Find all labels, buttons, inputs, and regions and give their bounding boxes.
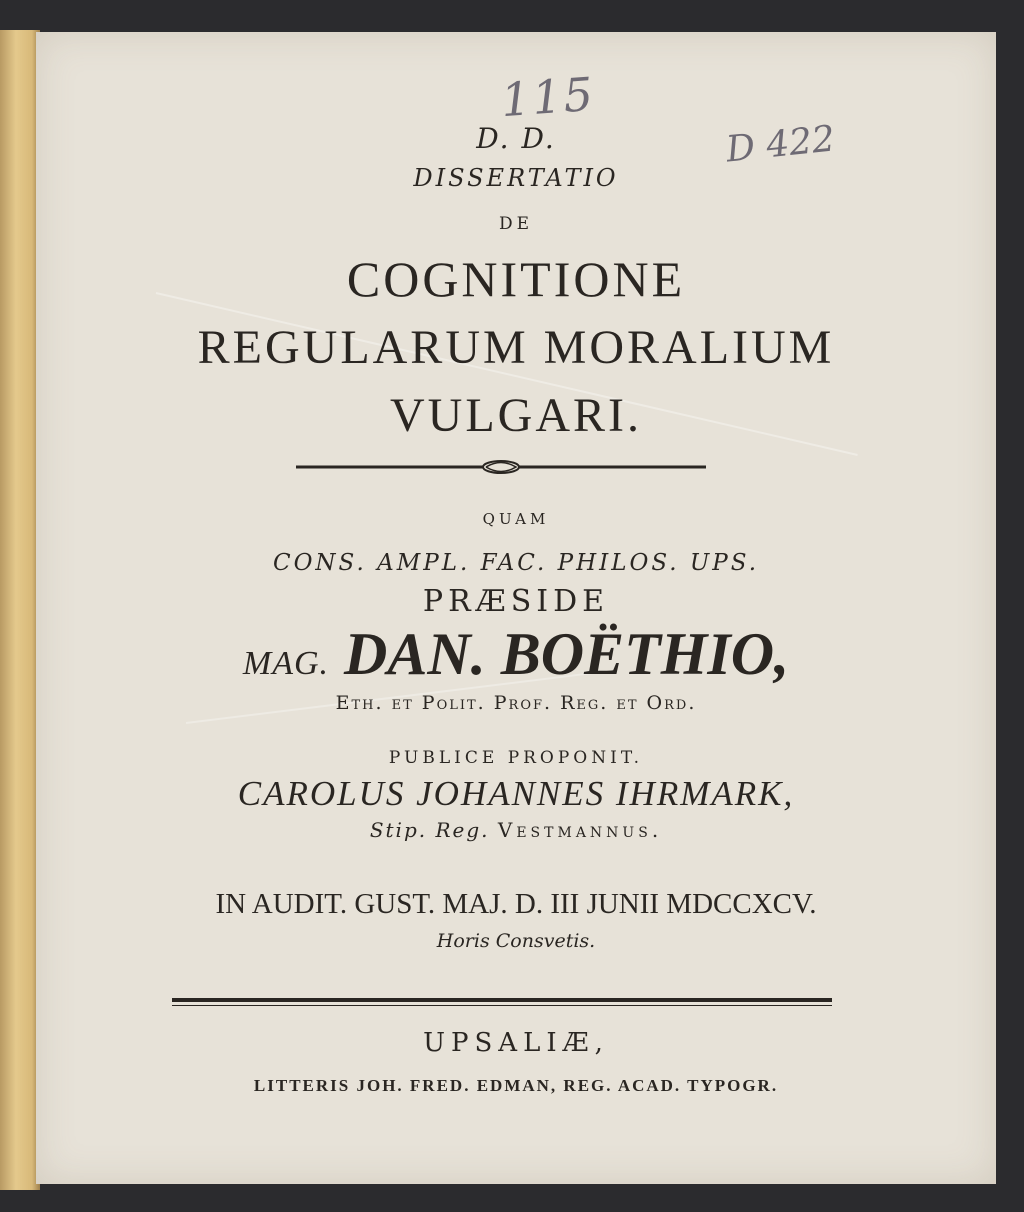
title-line-3: VULGARI. <box>390 389 642 442</box>
natio-label: Vestmannus. <box>497 818 663 842</box>
handwritten-shelf-number: 115 <box>499 66 597 128</box>
respondent-name: CAROLUS JOHANNES IHRMARK, <box>237 774 795 813</box>
horis-line: Horis Consvetis. <box>436 930 596 952</box>
title-page <box>36 32 996 1184</box>
divider-rule <box>172 998 832 1002</box>
book-spine <box>0 30 40 1190</box>
title-line-1: COGNITIONE <box>346 251 686 307</box>
respondent-origin <box>36 818 996 842</box>
de-label: DE <box>498 214 534 234</box>
mag-prefix: MAG. <box>242 645 330 682</box>
praeses-title: Eth. et Polit. Prof. Reg. et Ord. <box>335 692 697 714</box>
divider-rule-thin <box>172 1005 832 1006</box>
faculty-line: CONS. AMPL. FAC. PHILOS. UPS. <box>272 550 760 576</box>
quam-label: QUAM <box>482 510 550 528</box>
praeses-line <box>36 620 996 689</box>
handwritten-catalog-mark: D 422 <box>724 118 837 171</box>
printer-line: LITTERIS JOH. FRED. EDMAN, REG. ACAD. TYPOGR. <box>253 1076 779 1095</box>
dd-heading: D. D. <box>476 122 556 155</box>
title-line-2: REGULARUM MORALIUM <box>197 321 835 374</box>
praeses-name: DAN. BOËTHIO, <box>344 621 790 687</box>
praeside-label: PRÆSIDE <box>422 584 610 619</box>
publice-proponit: PUBLICE PROPONIT. <box>388 748 644 768</box>
dissertatio-heading: DISSERTATIO <box>413 164 619 192</box>
date-line: IN AUDIT. GUST. MAJ. D. III JUNII MDCCXCV. <box>215 888 817 920</box>
stip-label: Stip. Reg. <box>369 818 490 842</box>
ornamental-rule <box>296 460 706 474</box>
place-line: UPSALIÆ, <box>423 1028 609 1058</box>
